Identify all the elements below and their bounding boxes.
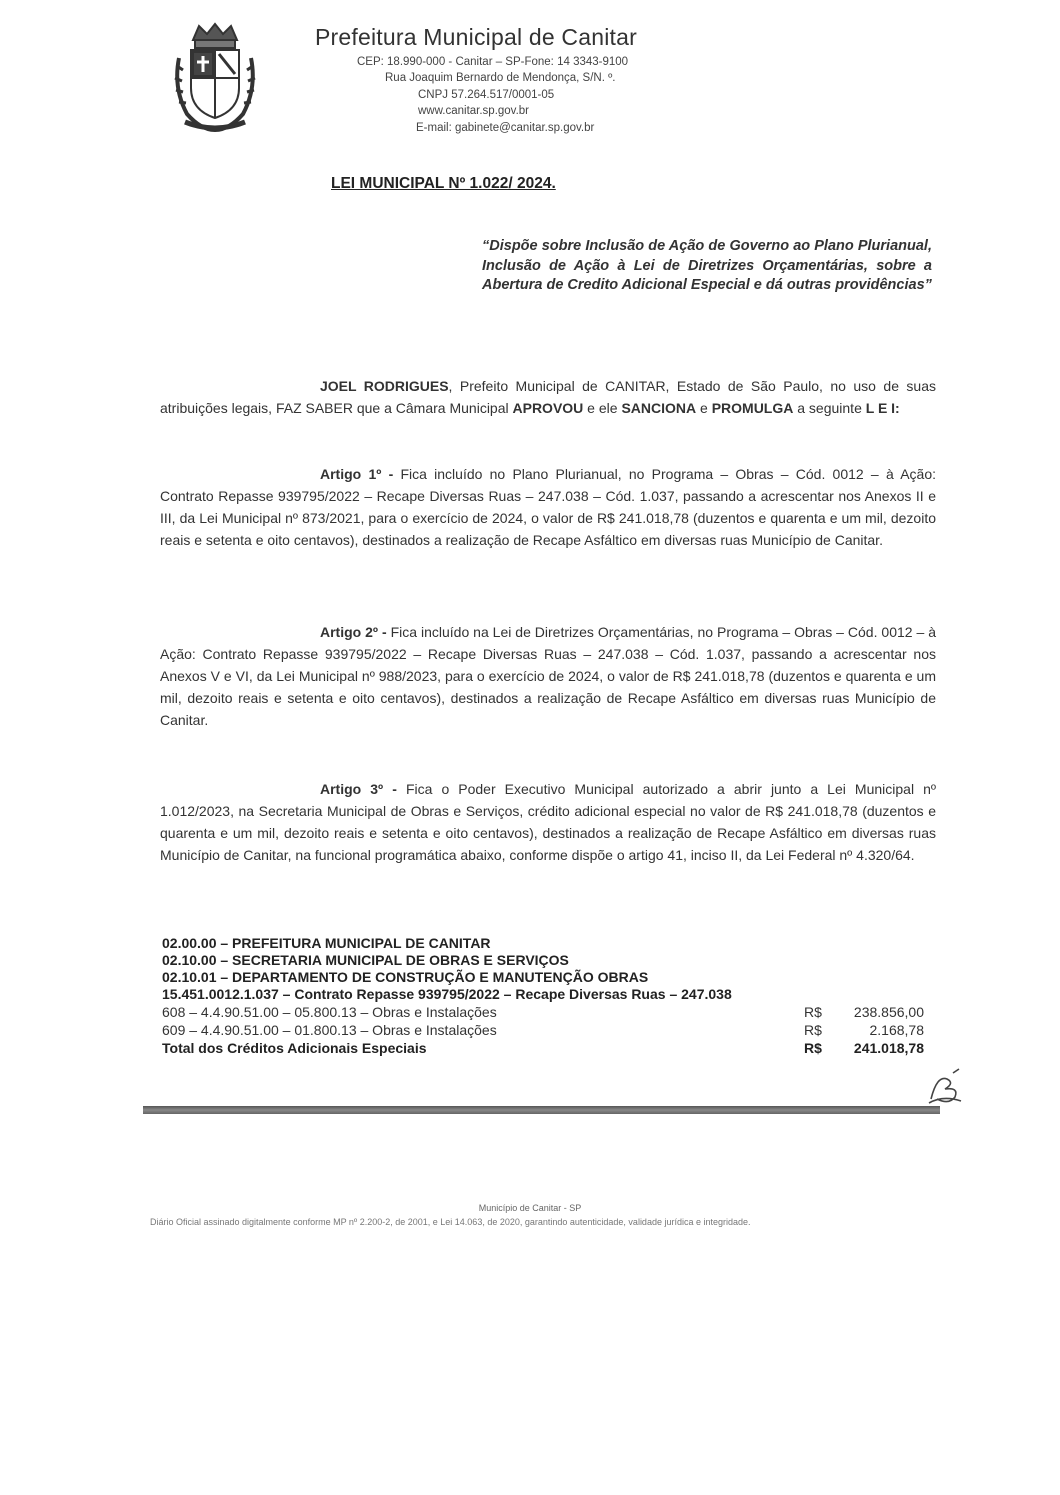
article-text: Fica incluído na Lei de Diretrizes Orçamentárias, no Programa – Obras – Cód. 0012 – à Ação: Contrato Repasse 939795/2022 – Recape Diversas Ruas – 247.038 – Cód. 1.037, passando a acrescentar nos Anexos V e VI, da Lei Municipal nº 988/2023, para o exercício de 2024, o valor de R$ 241.018,78 (duzentos e quarenta e um mil, dezoito reais e setenta e oito centavos), destinados a realização de Recape Asfáltico em diversas ruas Município de Canitar.: [160, 624, 936, 728]
article-label: Artigo 2º -: [320, 624, 387, 640]
footer-digital-signature-note: Diário Oficial assinado digitalmente conforme MP nº 2.200-2, de 2001, e Lei 14.063, de 2020, garantindo autenticidade, validade jurídica e integridade.: [150, 1217, 751, 1227]
budget-row-desc: 609 – 4.4.90.51.00 – 01.800.13 – Obras e Instalações: [162, 1022, 497, 1038]
intro-text-4: a seguinte: [793, 400, 866, 416]
separator-bar: [143, 1106, 940, 1114]
header-address: Rua Joaquim Bernardo de Mendonça, S/N. º.: [385, 72, 616, 84]
header-cnpj: CNPJ 57.264.517/0001-05: [418, 89, 555, 101]
article-label: Artigo 3º -: [320, 781, 397, 797]
header-website: www.canitar.sp.gov.br: [418, 105, 530, 117]
budget-allocation: [162, 935, 924, 1057]
currency: R$: [804, 1040, 822, 1056]
article-label: Artigo 1º -: [320, 466, 394, 482]
municipal-coat-of-arms-icon: [165, 18, 265, 136]
article-text: Fica incluído no Plano Plurianual, no Programa – Obras – Cód. 0012 – à Ação: Contrato Repasse 939795/2022 – Recape Diversas Ruas – 247.038 – Cód. 1.037, passando a acrescentar nos Anexos II e III, da Lei Municipal nº 873/2021, para o exercício de 2024, o valor de R$ 241.018,78 (duzentos e quarenta e um mil, dezoito reais e setenta e oito centavos), destinados a realização de Recape Asfáltico em diversas ruas Município de Canitar.: [160, 466, 936, 548]
currency: R$: [804, 1004, 822, 1020]
intro-paragraph: [160, 375, 936, 419]
budget-total-row: [162, 1039, 924, 1057]
header-email: E-mail: gabinete@canitar.sp.gov.br: [416, 122, 595, 134]
budget-secretariat: 02.10.00 – SECRETARIA MUNICIPAL DE OBRAS E SERVIÇOS: [162, 952, 569, 968]
budget-row-value: 238.856,00: [853, 1004, 924, 1020]
budget-functional-program: 15.451.0012.1.037 – Contrato Repasse 939795/2022 – Recape Diversas Ruas – 247.038: [162, 986, 732, 1002]
signature-icon: [925, 1065, 965, 1107]
article-text: Fica o Poder Executivo Municipal autorizado a abrir junto a Lei Municipal nº 1.012/2023, na Secretaria Municipal de Obras e Serviços, crédito adicional especial no valor de R$ 241.018,78 (duzentos e quarenta e um mil, dezoito reais e setenta e oito centavos), destinados a realização de Recape Asfáltico em diversas ruas Município de Canitar, na funcional programática abaixo, conforme dispõe o artigo 41, inciso II, da Lei Federal nº 4.320/64.: [160, 781, 937, 863]
footer-municipality: Município de Canitar - SP: [478, 1203, 582, 1213]
institution-name: Prefeitura Municipal de Canitar: [315, 24, 637, 50]
article-2: [160, 621, 936, 731]
law-title: LEI MUNICIPAL Nº 1.022/ 2024.: [331, 175, 556, 192]
budget-row-value: 2.168,78: [869, 1022, 924, 1038]
intro-text-1: , Prefeito Municipal de CANITAR, Estado de São Paulo, no uso de suas atribuições legais, FAZ SABER que a Câmara Municipal: [160, 378, 936, 416]
intro-promulga: PROMULGA: [711, 400, 794, 416]
budget-row: [162, 1021, 924, 1039]
intro-text-2: e ele: [583, 400, 622, 416]
intro-sanciona: SANCIONA: [621, 400, 697, 416]
intro-text-3: e: [696, 400, 712, 416]
article-1: [160, 463, 936, 551]
intro-aprovou: APROVOU: [512, 400, 584, 416]
mayor-name: JOEL RODRIGUES: [320, 378, 449, 394]
budget-total-value: 241.018,78: [853, 1040, 924, 1056]
intro-lei: L E I:: [865, 400, 900, 416]
header-cep-phone: CEP: 18.990-000 - Canitar – SP-Fone: 14 3343-9100: [357, 56, 629, 68]
law-summary: “Dispõe sobre Inclusão de Ação de Governo ao Plano Plurianual, Inclusão de Ação à Lei de Diretrizes Orçamentárias, sobre a Abertura de Credito Adicional Especial e dá outras providências”: [482, 238, 932, 293]
budget-row-desc: 608 – 4.4.90.51.00 – 05.800.13 – Obras e Instalações: [162, 1004, 497, 1020]
budget-department: 02.10.01 – DEPARTAMENTO DE CONSTRUÇÃO E MANUTENÇÃO OBRAS: [162, 969, 649, 985]
budget-total-label: Total dos Créditos Adicionais Especiais: [162, 1040, 427, 1056]
article-3: [160, 778, 936, 866]
budget-org-unit: 02.00.00 – PREFEITURA MUNICIPAL DE CANITAR: [162, 935, 491, 951]
budget-row: [162, 1003, 924, 1021]
currency: R$: [804, 1022, 822, 1038]
